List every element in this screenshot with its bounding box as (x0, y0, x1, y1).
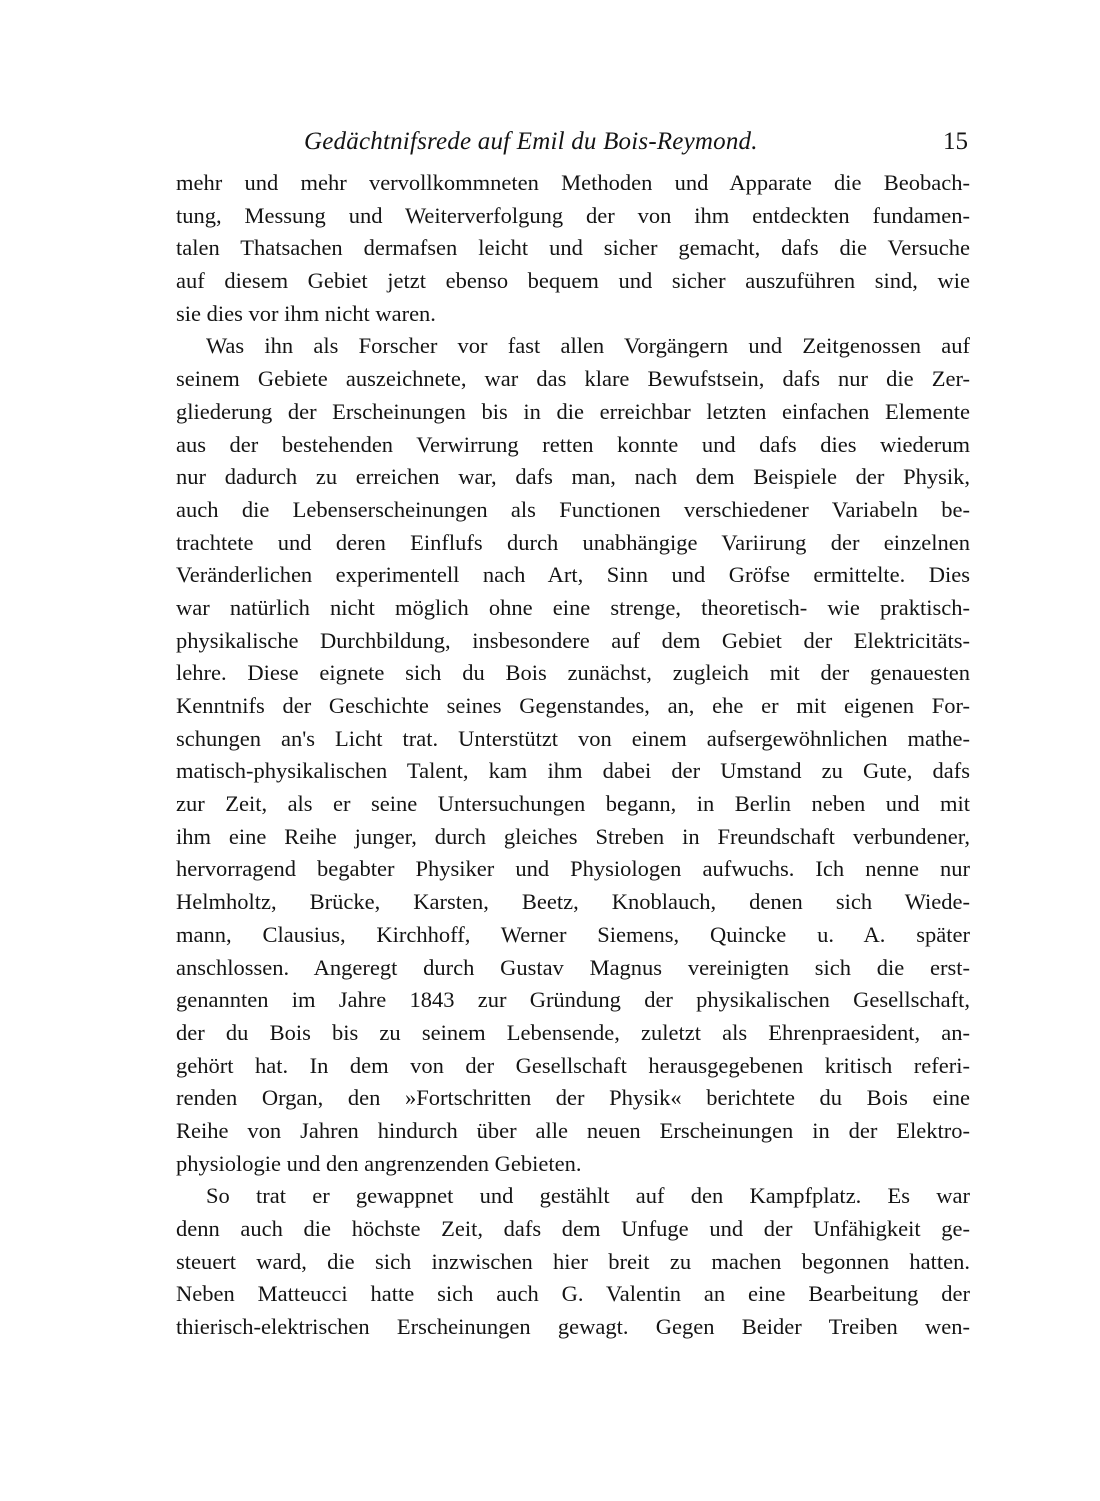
text-line: thierisch-elektrischen Erscheinungen gewagt. Gegen Beider Treiben wen- (176, 1314, 970, 1340)
paragraph (176, 330, 970, 1180)
text-line: gliederung der Erscheinungen bis in die erreichbar letzten einfachen Elemente (176, 398, 970, 424)
text-line: gehört hat. In dem von der Gesellschaft herausgegebenen kritisch referi- (176, 1052, 970, 1078)
text-line: der du Bois bis zu seinem Lebensende, zuletzt als Ehrenpraesident, an- (176, 1019, 970, 1045)
running-title: Gedächtnifsrede auf Emil du Bois-Reymond. (304, 128, 758, 155)
text-line: aus der bestehenden Verwirrung retten konnte und dafs dies wiederum (176, 431, 970, 457)
text-line: auf diesem Gebiet jetzt ebenso bequem und sicher auszuführen sind, wie (176, 268, 970, 294)
text-line: talen Thatsachen dermafsen leicht und sicher gemacht, dafs die Versuche (176, 235, 970, 261)
text-line: trachtete und deren Einflufs durch unabhängige Variirung der einzelnen (176, 529, 970, 555)
text-line: Was ihn als Forscher vor fast allen Vorgängern und Zeitgenossen auf (206, 333, 970, 359)
text-line: tung, Messung und Weiterverfolgung der von ihm entdeckten fundamen- (176, 202, 970, 228)
text-line: auch die Lebenserscheinungen als Functionen verschiedener Variabeln be- (176, 496, 970, 522)
text-line: Kenntnifs der Geschichte seines Gegenstandes, an, ehe er mit eigenen For- (176, 693, 970, 718)
text-line: So trat er gewappnet und gestählt auf den Kampfplatz. Es war (206, 1183, 970, 1209)
text-line: matisch-physikalischen Talent, kam ihm dabei der Umstand zu Gute, dafs (176, 758, 970, 784)
page-number: 15 (943, 128, 968, 155)
text-line: genannten im Jahre 1843 zur Gründung der physikalischen Gesellschaft, (176, 987, 970, 1013)
text-line: mehr und mehr vervollkommneten Methoden und Apparate die Beobach- (176, 170, 970, 195)
text-line: Reihe von Jahren hindurch über alle neuen Erscheinungen in der Elektro- (176, 1117, 970, 1143)
text-line: steuert ward, die sich inzwischen hier breit zu machen begonnen hatten. (176, 1248, 970, 1274)
text-line: Neben Matteucci hatte sich auch G. Valentin an eine Bearbeitung der (176, 1281, 970, 1307)
body-text (176, 167, 970, 1344)
text-line: denn auch die höchste Zeit, dafs dem Unfuge und der Unfähigkeit ge- (176, 1216, 970, 1241)
text-line: hervorragend begabter Physiker und Physiologen aufwuchs. Ich nenne nur (176, 856, 970, 882)
text-line: Veränderlichen experimentell nach Art, Sinn und Gröfse ermittelte. Dies (176, 562, 970, 588)
text-line: zur Zeit, als er seine Untersuchungen begann, in Berlin neben und mit (176, 791, 970, 817)
text-line: nur dadurch zu erreichen war, dafs man, nach dem Beispiele der Physik, (176, 464, 970, 490)
text-line: war natürlich nicht möglich ohne eine strenge, theoretisch- wie praktisch- (176, 594, 970, 620)
text-line: Helmholtz, Brücke, Karsten, Beetz, Knoblauch, denen sich Wiede- (176, 889, 970, 915)
text-line: mann, Clausius, Kirchhoff, Werner Siemens, Quincke u. A. später (176, 921, 970, 947)
text-line: physiologie und den angrenzenden Gebieten. (176, 1150, 582, 1176)
text-line: seinem Gebiete auszeichnete, war das klare Bewufstsein, dafs nur die Zer- (176, 366, 970, 392)
text-line: schungen an's Licht trat. Unterstützt von einem aufsergewöhnlichen mathe- (176, 725, 970, 751)
text-line: lehre. Diese eignete sich du Bois zunächst, zugleich mit der genauesten (176, 660, 970, 686)
text-line: renden Organ, den »Fortschritten der Physik« berichtete du Bois eine (176, 1085, 970, 1111)
text-line: anschlossen. Angeregt durch Gustav Magnus vereinigten sich die erst- (176, 954, 970, 980)
running-head (174, 128, 968, 164)
text-line: sie dies vor ihm nicht waren. (176, 300, 436, 326)
paragraph (176, 167, 970, 330)
text-line: physikalische Durchbildung, insbesondere auf dem Gebiet der Elektricitäts- (176, 627, 970, 653)
text-line: ihm eine Reihe junger, durch gleiches Streben in Freundschaft verbundener, (176, 823, 970, 849)
paragraph (176, 1180, 970, 1343)
